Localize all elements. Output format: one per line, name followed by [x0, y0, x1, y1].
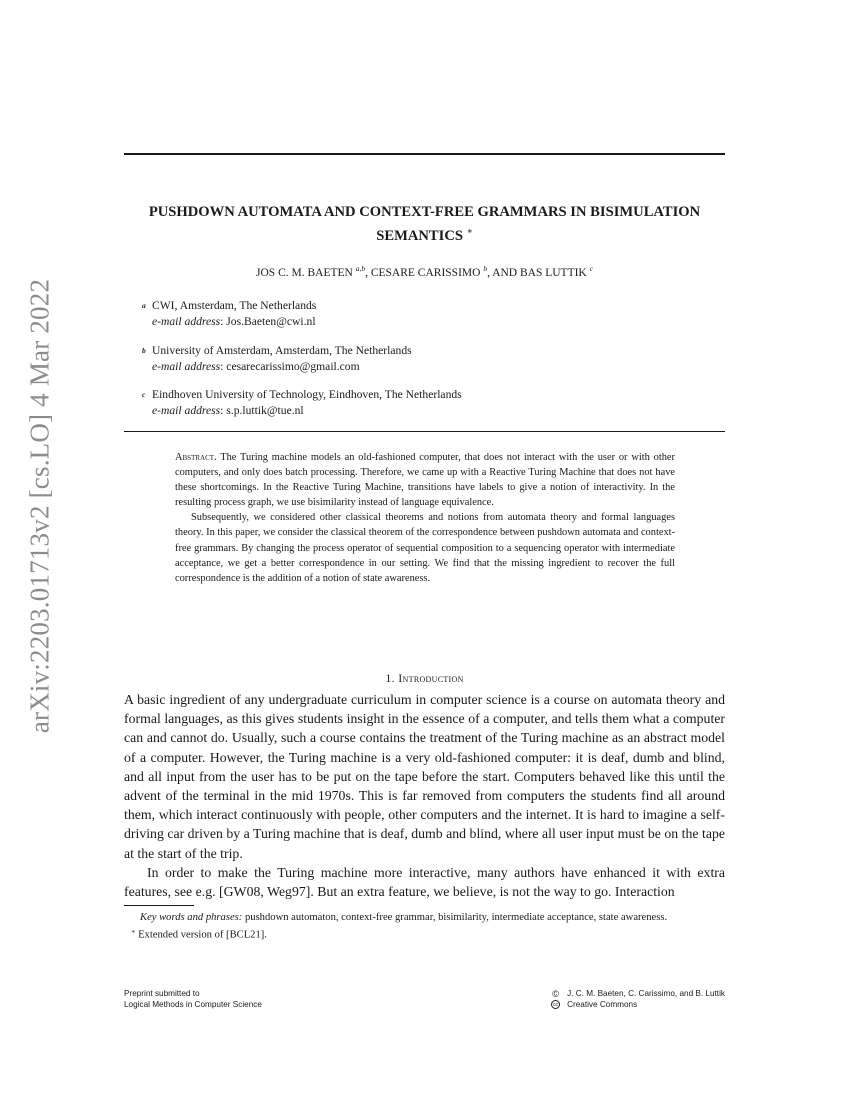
keywords-label: Key words and phrases: — [140, 912, 243, 923]
arxiv-stamp: arXiv:2203.01713v2 [cs.LO] 4 Mar 2022 — [24, 278, 55, 734]
section-number: 1. — [385, 671, 395, 685]
affiliation: c Eindhoven University of Technology, Eindhoven, The Netherlands e-mail address: s.p.luttik@tue.nl — [142, 388, 462, 417]
affiliation-name: Eindhoven University of Technology, Eindhoven, The Netherlands — [152, 388, 462, 401]
author-3: AND BAS LUTTIK — [492, 266, 587, 279]
affiliation-name: University of Amsterdam, Amsterdam, The Netherlands — [152, 344, 412, 357]
title-text: PUSHDOWN AUTOMATA AND CONTEXT-FREE GRAMMARS IN BISIMULATION SEMANTICS — [148, 204, 701, 244]
footnote-mark: ∗ — [131, 928, 136, 935]
email-label: e-mail address — [152, 315, 221, 328]
abstract-paragraph — [175, 450, 675, 510]
extended-version-text: Extended version of [BCL21]. — [138, 929, 267, 941]
affiliation: b University of Amsterdam, Amsterdam, The Netherlands e-mail address: cesarecarissimo@gmail.com — [142, 344, 412, 373]
email-link[interactable]: s.p.luttik@tue.nl — [226, 404, 304, 417]
footnote-rule — [124, 905, 194, 906]
email-link[interactable]: cesarecarissimo@gmail.com — [226, 360, 360, 373]
body-paragraph-1: A basic ingredient of any undergraduate curriculum in computer science is a course on automata theory and formal languages, as this gives students insight in the essence of a computer, and tells them what a computer can and cannot do. Usually, such a course contains the treatment of the Turing machine as an abstract model of a computer. However, the Turing machine is a very old-fashioned computer: it is deaf, dumb and blind, and all input from the user has to be put on the tape before the start. Computers behaved like this until the advent of the terminal in the mid 1970s. This is far removed from computers the students find all around them, which interact continuously with people, other computers and the internet. It is hard to imagine a self-driving car driven by a Turing machine that is deaf, dumb and blind, where all user input must be on the tape at the start of the trip. — [124, 692, 725, 861]
affiliation: a CWI, Amsterdam, The Netherlands e-mail address: Jos.Baeten@cwi.nl — [142, 299, 317, 328]
body-text — [124, 690, 725, 901]
author-3-mark: c — [589, 264, 593, 273]
preprint-line-2: Logical Methods in Computer Science — [124, 999, 262, 1009]
paper-title — [124, 203, 725, 246]
license-name: Creative Commons — [567, 999, 638, 1009]
abstract-paragraph — [175, 510, 675, 585]
affiliation-mark: b — [142, 346, 146, 355]
abstract-rule — [124, 431, 725, 432]
section-heading — [124, 671, 725, 686]
keywords-text: pushdown automaton, context-free grammar, bisimilarity, intermediate acceptance, state awareness. — [244, 912, 668, 923]
author-list: JOS C. M. BAETEN $^{a,b}$, CESARE CARISSIMO $^b$, AND BAS LUTTIK $^c$ — [256, 264, 593, 279]
preprint-note — [124, 989, 262, 1010]
affiliation-mark: c — [142, 390, 146, 399]
abstract-text-1: The Turing machine models an old-fashioned computer, that does not interact with the user or with other computers, and only does batch processing. Therefore, we came up with a Reactive Turing Machine that does not have these shortcomings. In the Reactive Turing Machine, transitions have labels to give a notion of interactivity. In the resulting process graph, we use bisimilarity instead of language equivalence. — [175, 452, 675, 509]
email-link[interactable]: Jos.Baeten@cwi.nl — [226, 315, 316, 328]
author-1: JOS C. M. BAETEN — [256, 266, 353, 279]
affiliation-name: CWI, Amsterdam, The Netherlands — [152, 299, 317, 312]
title-footnote-mark: ∗ — [466, 226, 473, 236]
body-paragraph-2: In order to make the Turing machine more interactive, many authors have enhanced it with extra features, see e.g. [GW08, Weg97]. But an extra feature, we believe, is not the way to go. Interaction — [124, 864, 725, 900]
affiliation-mark: a — [142, 301, 146, 310]
abstract — [175, 450, 675, 586]
email-label: e-mail address — [152, 360, 221, 373]
top-rule — [124, 153, 725, 155]
keywords-footnote — [124, 911, 725, 925]
license-note — [551, 989, 725, 1010]
copyright-holders: J. C. M. Baeten, C. Carissimo, and B. Luttik — [567, 989, 725, 998]
email-label: e-mail address — [152, 404, 221, 417]
extended-version-footnote — [124, 925, 725, 943]
author-2: CESARE CARISSIMO — [370, 266, 481, 279]
abstract-label: Abstract. — [175, 452, 217, 463]
copyright-icon: © — [552, 989, 559, 999]
author-1-mark: a,b — [355, 264, 366, 273]
author-2-mark: b — [483, 264, 488, 273]
abstract-text-2: Subsequently, we considered other classical theorems and notions from automata theory and formal languages theory. In this paper, we consider the classical theorem of the correspondence between pushdown automata and context-free grammars. By changing the process operator of sequential composition to a sequencing operator with intermediate acceptance, we get a better correspondence in our setting. We find that the missing ingredient to recover the full correspondence is the addition of a notion of state awareness. — [175, 512, 675, 584]
section-title: Introduction — [398, 671, 464, 685]
footnotes — [124, 911, 725, 943]
creative-commons-icon: cc — [553, 1002, 559, 1009]
preprint-line-1: Preprint submitted to — [124, 989, 200, 998]
